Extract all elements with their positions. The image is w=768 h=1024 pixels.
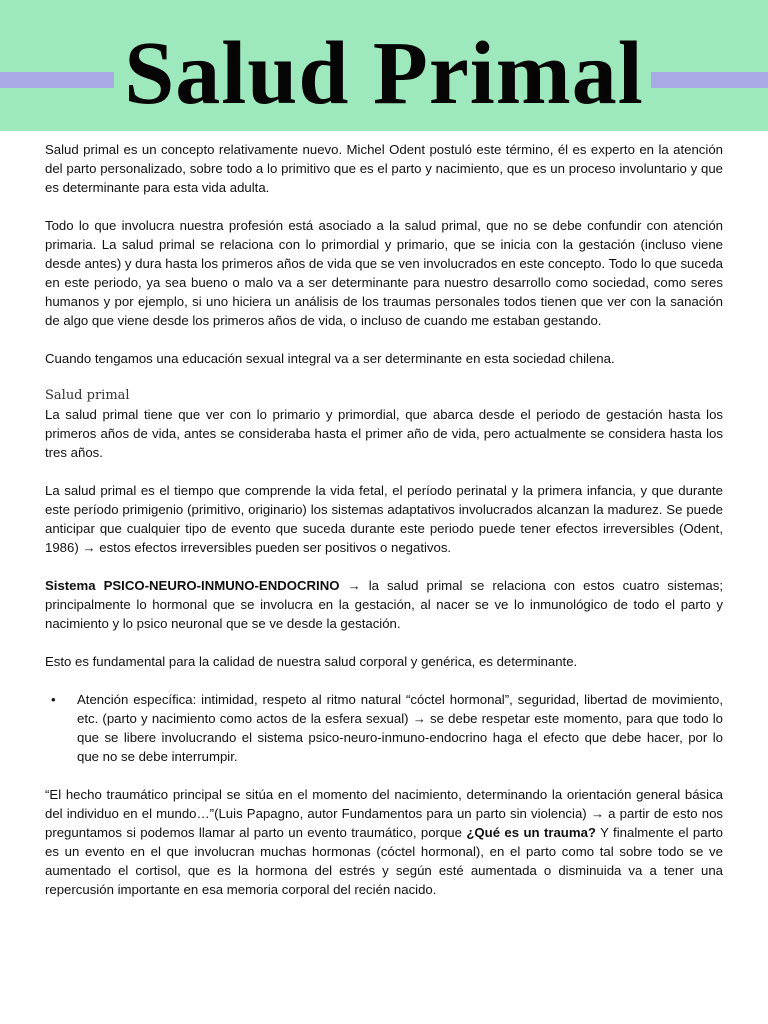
bold-question: ¿Qué es un trauma? <box>466 825 596 840</box>
paragraph: Todo lo que involucra nuestra profesión está asociado a la salud primal, que no se debe confundir con atención primaria. La salud primal se relaciona con lo primordial y primario, que se inicia con la gestación (incluso viene desde antes) y dura hasta los primeros años de vida que se ven involucrados en este concepto. Todo lo que suceda en este periodo, ya sea bueno o malo va a ser determinante para nuestro desarrollo como sociedad, como seres humanos y por ejemplo, si uno hiciera un análisis de los traumas personales todos tienen que ver con la sanación de algo que viene desde los primeros años de vida, o incluso de cuando me estaban gestando. <box>45 218 723 328</box>
paragraph: La salud primal es el tiempo que comprende la vida fetal, el período perinatal y la primera infancia, y que durante este período primigenio (primitivo, originario) los sistemas adaptativos involucrados alcanzan la madurez. Se puede anticipar que cualquier tipo de evento que suceda durante este periodo puede tener efectos irreversibles (Odent, 1986) → estos efectos irreversibles pueden ser positivos o negativos. <box>45 483 723 555</box>
bullet-icon: • <box>51 692 56 707</box>
paragraph-text: la salud primal se relaciona con estos cuatro sistemas; principalmente lo hormonal que se involucra en la gestación, al nacer se ve lo inmunológico de todo el parto y nacimiento y lo psico neuronal que se ve desde la gestación. <box>45 578 723 631</box>
list-item <box>51 690 723 766</box>
list-item-text: Atención específica: intimidad, respeto al ritmo natural “cóctel hormonal”, seguridad, libertad de movimiento, etc. (parto y nacimiento como actos de la esfera sexual) → se debe respetar este momento, para que todo lo que se libere involucrando el sistema psico-neuro-inmuno-endocrino haga el efecto que debe hacer, por lo que no se debe interrumpir. <box>77 692 723 764</box>
bullet-list <box>45 690 723 766</box>
paragraph: La salud primal tiene que ver con lo primario y primordial, que abarca desde el periodo de gestación hasta los primeros años de vida, antes se consideraba hasta el primer año de vida, pero actualmente se considera hasta los tres años. <box>45 407 723 460</box>
bold-term: Sistema PSICO-NEURO-INMUNO-ENDOCRINO → <box>45 578 361 593</box>
page-title: Salud Primal <box>124 24 644 123</box>
section-heading: Salud primal <box>45 388 130 403</box>
paragraph: Cuando tengamos una educación sexual integral va a ser determinante en esta sociedad chilena. <box>45 351 615 366</box>
paragraph-text: Y finalmente el parto es un evento en el que involucran muchas hormonas (cóctel hormonal), en el parto como tal sobre todo se ve aumentado el cortisol, que es la hormona del estrés y según esté aumentada o disminuida va a tener una repercusión importante en esa memoria corporal del recién nacido. <box>45 825 723 897</box>
paragraph-text: “El hecho traumático principal se sitúa en el momento del nacimiento, determinando la orientación general básica del individuo en el mundo…”(Luis Papagno, autor Fundamentos para un parto sin violencia) → a partir de esto nos preguntamos si podemos llamar al parto un evento traumático, porque <box>45 787 723 840</box>
paragraph <box>45 785 723 899</box>
paragraph <box>45 576 723 633</box>
header-banner <box>0 0 768 131</box>
paragraph: Salud primal es un concepto relativamente nuevo. Michel Odent postuló este término, él es experto en la atención del parto personalizado, sobre todo a lo primitivo que es el parto y nacimiento, que es un proceso involuntario y que es determinante para esta vida adulta. <box>45 142 723 195</box>
document-body <box>45 140 723 918</box>
paragraph: Esto es fundamental para la calidad de nuestra salud corporal y genérica, es determinante. <box>45 654 578 669</box>
